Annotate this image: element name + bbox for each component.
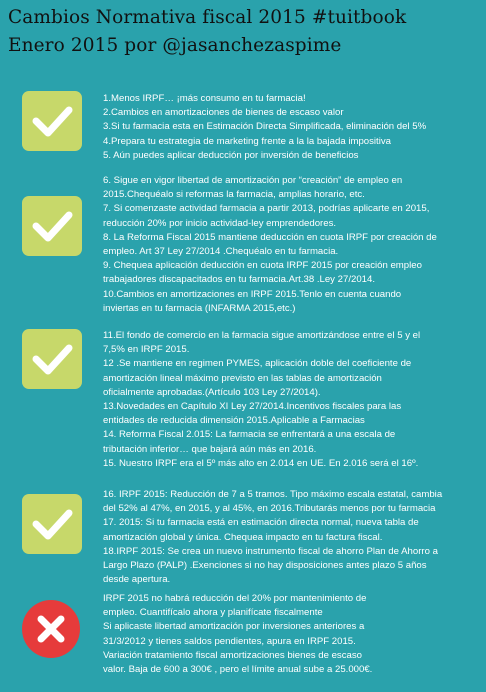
list-item: 18.IRPF 2015: Se crea un nuevo instrumento fiscal de ahorro Plan de Ahorro a Largo Plazo (PALP) .Exenciones si no hay disposiciones antes plazo 5 años desde apertura.	[103, 545, 438, 586]
list-item: 10.Cambios en amortizaciones en IRPF 2015.Tenlo en cuenta cuando inviertas en tu farmacia (INFARMA 2015,etc.)	[103, 288, 402, 314]
list-item: 17. 2015: Si tu farmacia está en estimación directa normal, nueva tabla de amortización global y única. Chequea impacto en tu factura fiscal.	[103, 517, 419, 543]
list-item: 9. Chequea aplicación deducción en cuota IRPF 2015 por creación empleo trabajadores discapacitados en tu farmacia.Art.38 .Ley 27/2014.	[103, 260, 422, 286]
title-line-2: Enero 2015 por @jasanchezaspime	[8, 35, 342, 56]
check-icon	[22, 494, 82, 554]
list-item: 13.Novedades en Capítulo XI Ley 27/2014.Incentivos fiscales para las entidades de reducida dimensión 2015.Aplicable a Farmacias	[103, 401, 402, 427]
list-item: IRPF 2015 no habrá reducción del 20% por mantenimiento de empleo. Cuantifícalo ahora y planifícate fiscalmente	[103, 593, 367, 619]
section-4-text	[103, 488, 483, 587]
check-icon	[22, 91, 82, 151]
list-item: 16. IRPF 2015: Reducción de 7 a 5 tramos. Tipo máximo escala estatal, cambia del 52% al 47%, en 2015, y al 45%, en 2016.Tributarás menos por tu farmacia	[103, 489, 443, 515]
list-item: 3.Si tu farmacia esta en Estimación Directa Simplificada, eliminación del 5%	[103, 121, 427, 133]
list-item: 8. La Reforma Fiscal 2015 mantiene deducción en cuota IRPF por creación de empleo. Art 37 Ley 27/2014 .Chequéalo en tu farmacia.	[103, 231, 437, 258]
title-line-1: Cambios Normativa fiscal 2015 #tuitbook	[8, 7, 407, 28]
list-item: Si aplicaste libertad amortización por inversiones anteriores a 31/3/2012 y tienes saldos pendientes, apura en IRPF 2015.	[103, 621, 365, 647]
section-2-text	[103, 174, 483, 316]
list-item: Variación tratamiento fiscal amortizaciones bienes de escaso valor. Baja de 600 a 300€ , pero el límite anual sube a 25.000€.	[103, 649, 373, 676]
list-item: 5. Aún puedes aplicar deducción por inversión de beneficios	[103, 149, 359, 161]
page-title	[8, 4, 482, 60]
cross-icon	[22, 600, 80, 658]
list-item: 11.El fondo de comercio en la farmacia sigue amortizándose entre el 5 y el 7,5% en IRPF 2015.	[103, 330, 421, 356]
list-item: 2.Cambios en amortizaciones de bienes de escaso valor	[103, 107, 344, 119]
list-item: 4.Prepara tu estrategia de marketing frente a la la bajada impositiva	[103, 135, 391, 147]
section-3-text	[103, 329, 483, 471]
check-icon	[22, 329, 82, 389]
check-icon	[22, 196, 82, 256]
list-item: 12 .Se mantiene en regimen PYMES, aplicación doble del coeficiente de amortización lineal máximo previsto en las tablas de amortización oficialmente aprobadas.(Artículo 103 Ley 27/2014).	[103, 358, 412, 398]
section-1-text	[103, 92, 483, 163]
list-item: 1.Menos IRPF… ¡más consumo en tu farmacia!	[103, 93, 306, 104]
list-item: 14. Reforma Fiscal 2.015: La farmacia se enfrentará a una escala de tributación inferior… que bajará aún más en 2016.	[103, 429, 396, 455]
list-item: 7. Si comenzaste actividad farmacia a partir 2013, podrías aplicarte en 2015, reducción 20% por inicio actividad-ley emprendedores.	[103, 203, 430, 229]
list-item: 6. Sigue en vigor libertad de amortización por “creación” de empleo en 2015.Chequéalo si reformas la farmacia, amplias horario, etc.	[103, 175, 403, 201]
list-item: 15. Nuestro IRPF era el 5º más alto en 2.014 en UE. En 2.016 será el 16º.	[103, 457, 419, 469]
section-5-text	[103, 592, 483, 677]
